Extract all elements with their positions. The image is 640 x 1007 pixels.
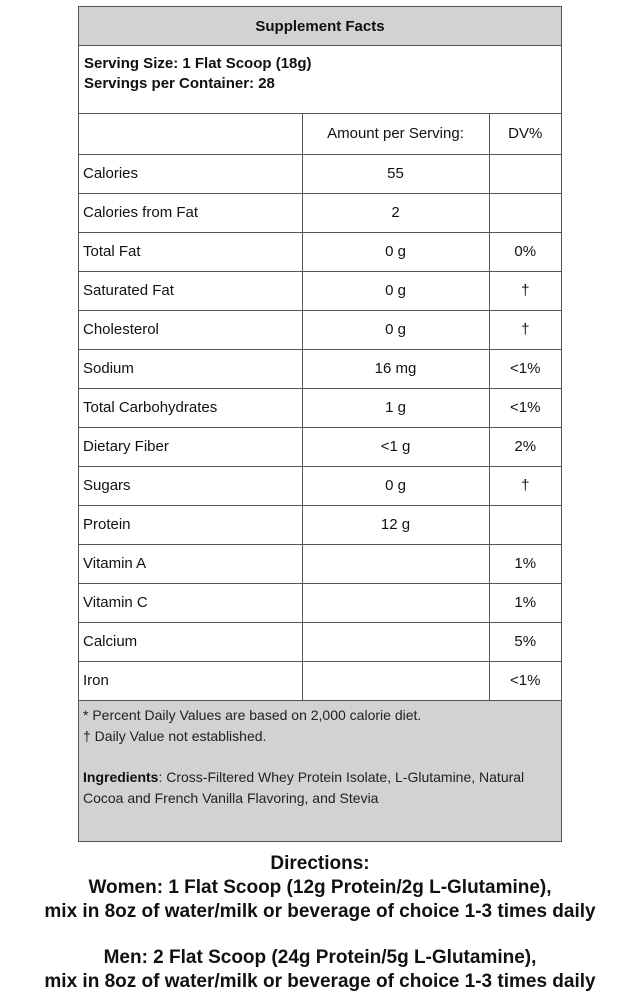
nutrient-amount: 1 g [302, 388, 489, 427]
table-row [79, 505, 561, 544]
directions-heading: Directions: [270, 853, 370, 874]
column-header-dv: DV% [489, 114, 561, 154]
directions-men-line2: mix in 8oz of water/milk or beverage of choice 1-3 times daily [44, 971, 596, 992]
nutrient-name: Protein [79, 505, 302, 544]
nutrient-dv: † [489, 271, 561, 310]
nutrient-amount: 55 [302, 154, 489, 193]
table-row [79, 544, 561, 583]
nutrient-amount [302, 622, 489, 661]
nutrient-amount: 0 g [302, 310, 489, 349]
nutrient-name: Vitamin A [79, 544, 302, 583]
table-row [79, 583, 561, 622]
nutrient-amount: 0 g [302, 466, 489, 505]
nutrient-name: Calories from Fat [79, 193, 302, 232]
nutrient-dv: † [489, 310, 561, 349]
column-header-amount: Amount per Serving: [302, 114, 489, 154]
table-row [79, 427, 561, 466]
nutrient-dv: <1% [489, 349, 561, 388]
column-header-nutrient [79, 114, 302, 154]
nutrient-amount: 12 g [302, 505, 489, 544]
table-header-row [79, 114, 561, 154]
table-row [79, 388, 561, 427]
nutrient-dv: 1% [489, 544, 561, 583]
nutrient-dv: † [489, 466, 561, 505]
nutrient-name: Saturated Fat [79, 271, 302, 310]
table-row [79, 661, 561, 700]
ingredients-text [83, 767, 557, 809]
table-row [79, 622, 561, 661]
supplement-facts-panel [78, 6, 562, 842]
nutrient-dv: <1% [489, 661, 561, 700]
nutrient-name: Sodium [79, 349, 302, 388]
panel-title: Supplement Facts [79, 7, 561, 46]
nutrient-name: Sugars [79, 466, 302, 505]
directions-spacer [0, 924, 640, 946]
nutrient-name: Cholesterol [79, 310, 302, 349]
percent-daily-note: * Percent Daily Values are based on 2,000 calorie diet. [83, 706, 422, 723]
nutrient-name: Dietary Fiber [79, 427, 302, 466]
nutrient-dv: 5% [489, 622, 561, 661]
nutrient-amount: 0 g [302, 271, 489, 310]
nutrient-dv: 2% [489, 427, 561, 466]
serving-info [79, 46, 561, 114]
notes-section [79, 701, 561, 841]
nutrient-dv: <1% [489, 388, 561, 427]
nutrient-amount [302, 544, 489, 583]
nutrient-name: Calories [79, 154, 302, 193]
serving-size: Serving Size: 1 Flat Scoop (18g) [84, 55, 312, 72]
nutrient-name: Iron [79, 661, 302, 700]
nutrient-name: Total Fat [79, 232, 302, 271]
nutrient-amount: 2 [302, 193, 489, 232]
nutrient-dv: 1% [489, 583, 561, 622]
nutrient-name: Vitamin C [79, 583, 302, 622]
servings-per-container: Servings per Container: 28 [84, 75, 275, 92]
ingredients-label: Ingredients [83, 768, 159, 785]
ingredients-list: : Cross-Filtered Whey Protein Isolate, L-Glutamine, Natural Cocoa and French Vanilla Flavoring, and Stevia [83, 768, 525, 806]
table-row [79, 193, 561, 232]
table-row [79, 154, 561, 193]
directions-women-line2: mix in 8oz of water/milk or beverage of choice 1-3 times daily [44, 901, 596, 922]
directions-women-line1: Women: 1 Flat Scoop (12g Protein/2g L-Glutamine), [88, 877, 552, 898]
directions-men-line1: Men: 2 Flat Scoop (24g Protein/5g L-Glutamine), [103, 947, 537, 968]
nutrient-dv [489, 154, 561, 193]
table-row [79, 232, 561, 271]
nutrient-dv: 0% [489, 232, 561, 271]
table-row [79, 310, 561, 349]
nutrient-name: Total Carbohydrates [79, 388, 302, 427]
dagger-note: † Daily Value not established. [83, 727, 267, 744]
nutrition-table [79, 114, 561, 701]
nutrient-name: Calcium [79, 622, 302, 661]
directions-section [0, 852, 640, 994]
nutrient-amount [302, 583, 489, 622]
nutrient-amount: 0 g [302, 232, 489, 271]
nutrient-amount: <1 g [302, 427, 489, 466]
nutrient-amount [302, 661, 489, 700]
nutrient-dv [489, 193, 561, 232]
nutrient-amount: 16 mg [302, 349, 489, 388]
nutrient-dv [489, 505, 561, 544]
table-row [79, 349, 561, 388]
table-row [79, 466, 561, 505]
table-row [79, 271, 561, 310]
